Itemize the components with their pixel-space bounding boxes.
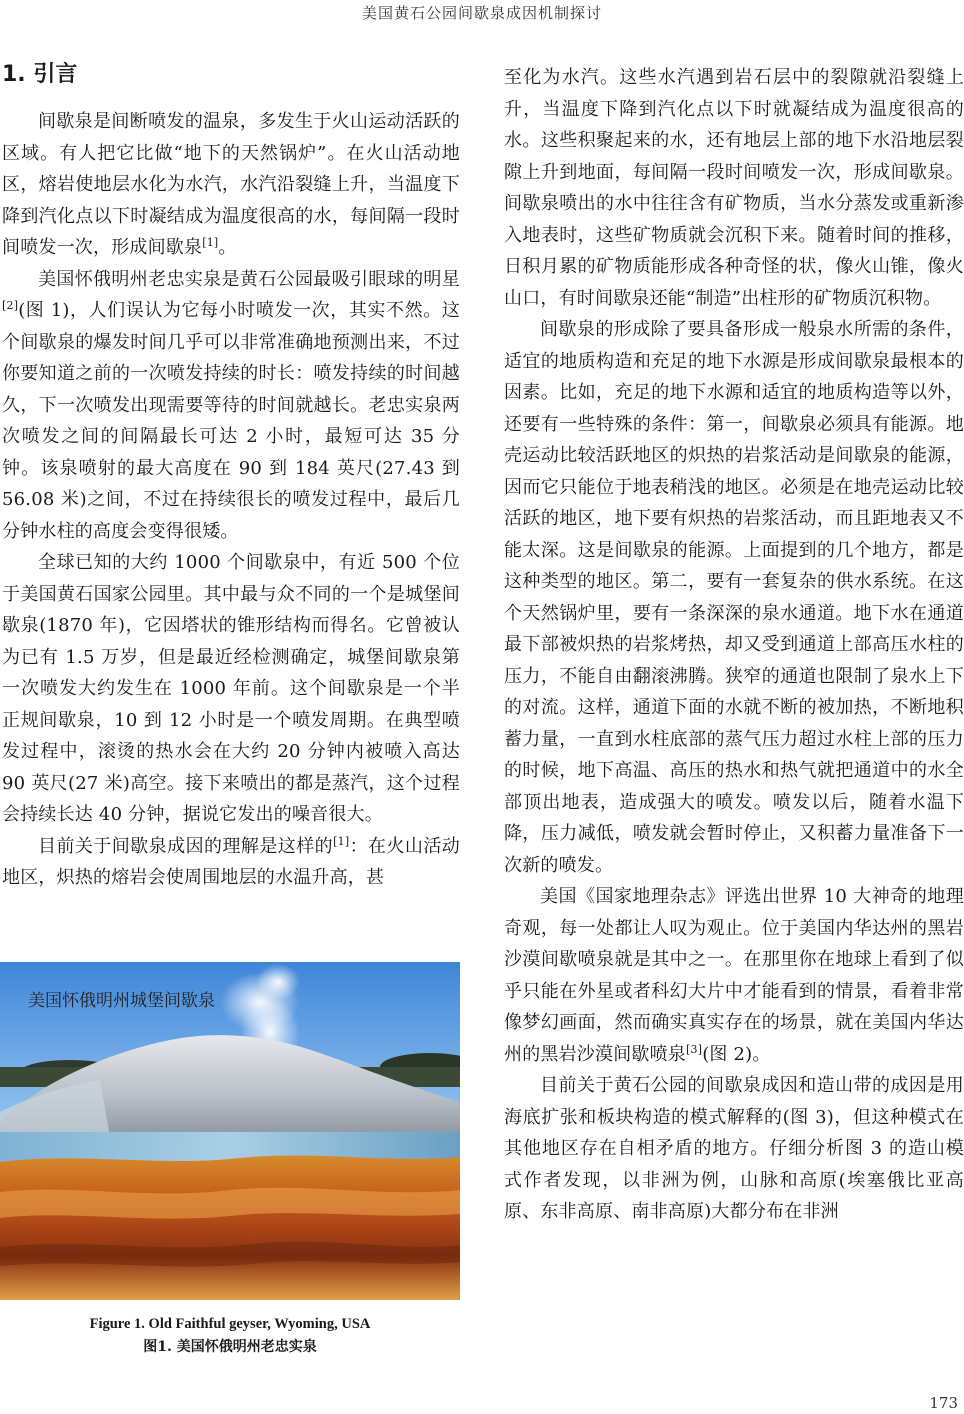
paragraph-old-faithful: [2, 264, 460, 548]
section-title: 1. 引言: [2, 62, 78, 87]
figure-caption-en: Figure 1. Old Faithful geyser, Wyoming, USA: [89, 1316, 371, 1332]
paragraph-conditions: 间歇泉的形成除了要具备形成一般泉水所需的条件，适宜的地质构造和充足的地下水源是形成间歇泉最根本的因素。比如，充足的地下水源和适宜的地质构造等以外，还要有一些特殊的条件：第一，间歇泉必须具有能源。地壳运动比较活跃地区的炽热的岩浆活动是间歇泉的能源，因而它只能位于地表稍浅的地区。必须是在地壳运动比较活跃的地区，地下要有炽热的岩浆活动，而且距地表又不能太深。这是间歇泉的能源。上面提到的几个地方，都是这种类型的地区。第二，要有一套复杂的供水系统。在这个天然锅炉里，要有一条深深的泉水通道。地下水在通道最下部被炽热的岩浆烤热，却又受到通道上部高压水柱的压力，不能自由翻滚沸腾。狭窄的通道也限制了泉水上下的对流。这样，通道下面的水就不断的被加热，不断地积蓄力量，一直到水柱底部的蒸气压力超过水柱上部的压力的时候，地下高温、高压的热水和热气就把通道中的水全部顶出地表，造成强大的喷发。喷发以后，随着水温下降，压力减低，喷发就会暂时停止，又积蓄力量准备下一次新的喷发。: [504, 319, 964, 876]
citation-ref: [1]: [202, 236, 219, 249]
paragraph-text: 美国《国家地理杂志》评选出世界 10 大神奇的地理奇观，每一处都让人叹为观止。位于美国内华达州的黑岩沙漠间歇喷泉就是其中之一。在那里你在地球上看到了似乎只能在外星或者科幻大片中才能看到的情景，看着非常像梦幻画面，然而确实真实存在的场景，就在美国内华达州的黑岩沙漠间歇喷泉: [504, 886, 964, 1065]
geyser-photo: [0, 962, 460, 1300]
left-column: [2, 60, 460, 894]
paragraph-castle-geyser: 全球已知的大约 1000 个间歇泉中，有近 500 个位于美国黄石国家公园里。其中最与众不同的一个是城堡间歇泉(1870 年)，它因塔状的锥形结构而得名。它曾被认为已有 1.5 万岁，但是最近经检测确定，城堡间歇泉第一次喷发大约发生在 1000 年前。这个间歇泉是一个半正规间歇泉，10 到 12 小时是一个喷发周期。在典型喷发过程中，滚烫的热水会在大约 20 分钟内被喷入高达 90 英尺(27 米)高空。接下来喷出的都是蒸汽，这个过程会持续长达 40 分钟，据说它发出的噪音很大。: [2, 552, 460, 825]
citation-ref: [2]: [2, 299, 19, 312]
paragraph-intro: [2, 106, 460, 264]
figure-geyser-photo: [0, 962, 460, 1300]
citation-ref: [1]: [333, 834, 350, 848]
figure-caption-zh: 图1. 美国怀俄明州老忠实泉: [143, 1339, 317, 1355]
running-title: 美国黄石公园间歇泉成因机制探讨: [361, 4, 602, 22]
paragraph-tail: ：在火山活动地区，炽热的熔岩会使周围地层的水温升高，甚: [2, 835, 461, 888]
paragraph-tail: (图 2)。: [702, 1043, 771, 1065]
paragraph-text: 目前关于间歇泉成因的理解是这样的: [38, 835, 334, 857]
citation-ref: [3]: [686, 1042, 703, 1056]
paragraph-text: 间歇泉是间断喷发的温泉，多发生于火山运动活跃的区域。有人把它比做“地下的天然锅炉”。在火山活动地区，熔岩使地层水化为水汽，水汽沿裂缝上升，当温度下降到汽化点以下时凝结成为温度很高的水，每间隔一段时间喷发一次，形成间歇泉: [2, 111, 460, 258]
figure-overlay-label: 美国怀俄明州城堡间歇泉: [28, 991, 215, 1011]
paragraph-formation: [2, 831, 460, 894]
paragraph-tail: 。: [218, 237, 237, 258]
paragraph-continued: 至化为水汽。这些水汽遇到岩石层中的裂隙就沿裂缝上升，当温度下降到汽化点以下时就凝结成为温度很高的水。这些积聚起来的水，还有地层上部的地下水沿地层裂隙上升到地面，每间隔一段时间喷发一次，形成间歇泉。间歇泉喷出的水中往往含有矿物质，当水分蒸发或重新渗入地表时，这些矿物质就会沉积下来。随着时间的推移，日积月累的矿物质能形成各种奇怪的状，像火山锥，像火山口，有时间歇泉还能“制造”出柱形的矿物质沉积物。: [504, 67, 964, 309]
paragraph-tail: (图 1)，人们误认为它每小时喷发一次，其实不然。这个间歇泉的爆发时间几乎可以非常准确地预测出来，不过你要知道之前的一次喷发持续的时长：喷发持续的时间越久，下一次喷发出现需要等待的时间就越长。老忠实泉两次喷发之间的间隔最长可达 2 小时，最短可达 35 分钟。该泉喷射的最大高度在 90 到 184 英尺(27.43 到 56.08 米)之间，不过在持续很长的喷发过程中，最后几分钟水柱的高度会变得很矮。: [2, 300, 460, 542]
paragraph-text: 美国怀俄明州老忠实泉是黄石公园最吸引眼球的明星: [38, 268, 460, 290]
paragraph-black-rock: [504, 881, 964, 1070]
paragraph-orogeny: 目前关于黄石公园的间歇泉成因和造山带的成因是用海底扩张和板块构造的模式解释的(图 3)，但这种模式在其他地区存在自相矛盾的地方。仔细分析图 3 的造山模式作者发现，以非洲为例，山脉和高原(埃塞俄比亚高原、东非高原、南非高原)大都分布在非洲: [504, 1075, 964, 1222]
page-number: 173: [929, 1394, 958, 1412]
right-column: [504, 62, 964, 1228]
